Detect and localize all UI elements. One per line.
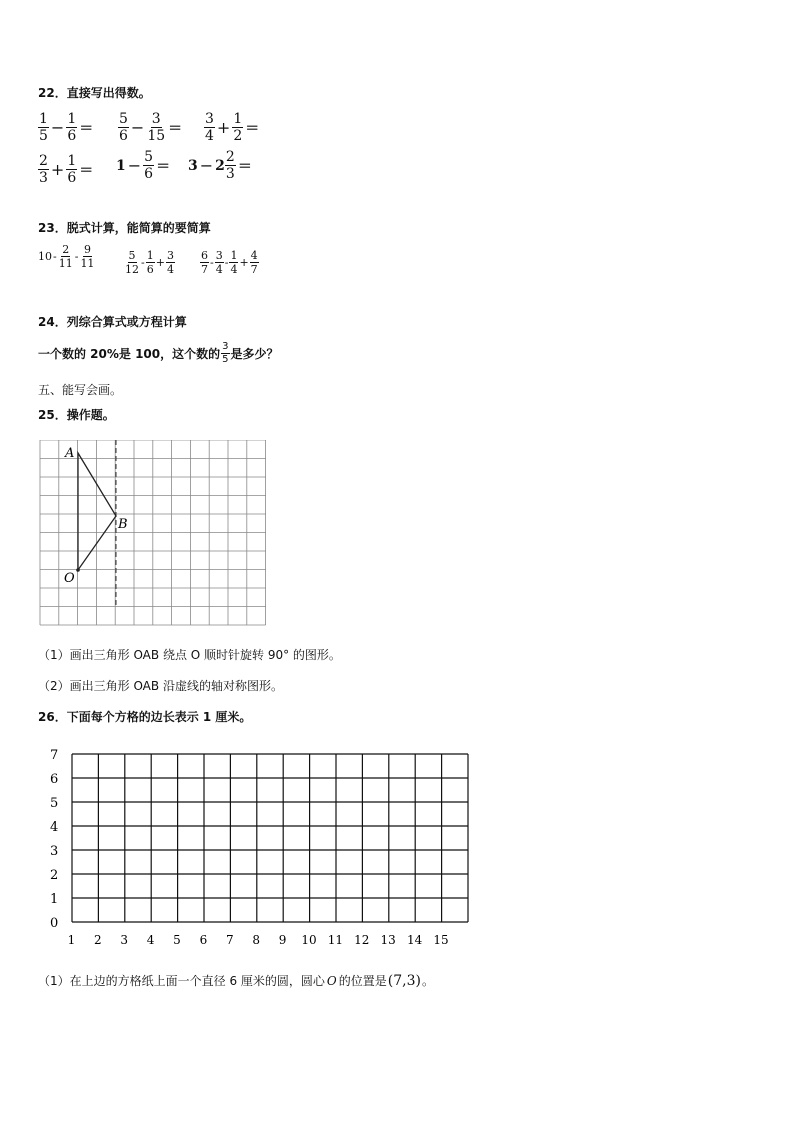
numerator: 5 (144, 149, 154, 165)
q26-sub1-text: （1）在上边的方格纸上面一个直径 6 厘米的圆，圆心 (38, 974, 325, 988)
fraction (79, 244, 95, 269)
q24-frac-den: 5 (222, 354, 229, 365)
denominator: 4 (230, 263, 238, 276)
q23-item (124, 244, 175, 275)
y-axis-label: 4 (50, 820, 59, 835)
q25-grid-figure (38, 440, 266, 628)
numerator: 1 (39, 111, 48, 127)
x-axis-label: 2 (93, 933, 102, 947)
q22-item (118, 108, 182, 143)
fraction (215, 250, 224, 275)
operator: + (239, 256, 249, 269)
label-b: B (118, 517, 128, 532)
fraction (38, 112, 49, 143)
numerator: 1 (67, 111, 77, 127)
operator: - (53, 250, 57, 263)
operator: − (130, 118, 145, 137)
numerator: 2 (225, 149, 235, 165)
whole-number: 10 (38, 250, 52, 263)
operator: - (210, 256, 214, 269)
q24-problem (38, 342, 279, 365)
fraction (232, 112, 243, 143)
numerator: 3 (215, 249, 223, 262)
equals-sign: ＝ (156, 158, 171, 175)
q26-sub1 (38, 972, 434, 989)
fraction (66, 154, 77, 185)
y-axis-label: 5 (50, 796, 59, 811)
denominator: 6 (144, 166, 154, 182)
x-axis-label: 9 (278, 933, 287, 947)
x-axis-label: 7 (225, 933, 234, 947)
fraction (124, 250, 140, 275)
denominator: 6 (67, 170, 77, 186)
operator: - (74, 250, 79, 263)
denominator: 6 (146, 263, 154, 276)
x-axis-label: 1 (67, 933, 76, 947)
denominator: 3 (225, 166, 235, 182)
q26-y-labels (50, 748, 58, 931)
numerator: 2 (39, 153, 48, 169)
q24-title: 24．列综合算式或方程计算 (38, 315, 187, 329)
whole-number: 3 (188, 157, 198, 174)
denominator: 4 (166, 263, 174, 276)
label-a: A (65, 446, 75, 461)
triangle-oab (78, 453, 116, 570)
numerator: 6 (201, 249, 208, 262)
fraction (250, 250, 259, 275)
numerator: 5 (119, 111, 128, 127)
fraction (143, 150, 154, 181)
y-axis-label: 7 (50, 748, 59, 763)
q24-text-after: 是多少？ (230, 347, 279, 361)
fraction (66, 112, 77, 143)
q26-x-labels (68, 933, 449, 947)
q22-title: 22．直接写出得数。 (38, 86, 151, 100)
denominator: 2 (233, 128, 243, 144)
operator: + (155, 256, 165, 269)
fraction (38, 154, 49, 185)
q24-text-before: 一个数的 20%是 100，这个数的 (38, 347, 221, 361)
fraction (146, 250, 155, 275)
q22-exercises (38, 108, 338, 198)
q22-item (38, 108, 93, 143)
operator: - (141, 256, 145, 269)
x-axis-label: 11 (327, 933, 344, 947)
operator: + (216, 118, 231, 137)
q22-item (38, 150, 93, 185)
denominator: 5 (39, 128, 48, 144)
x-axis-label: 4 (146, 933, 155, 947)
q23-exercises (38, 244, 338, 284)
y-axis-label: 2 (50, 868, 59, 883)
denominator: 11 (58, 257, 73, 270)
whole-number: 2 (215, 157, 225, 174)
fraction (166, 250, 175, 275)
denominator: 7 (250, 263, 258, 276)
q22-item (116, 150, 170, 181)
denominator: 15 (147, 128, 166, 144)
section-five-heading: 五、能写会画。 (38, 383, 123, 397)
q23-title: 23．脱式计算，能简算的要简算 (38, 221, 211, 235)
x-axis-label: 12 (354, 933, 370, 947)
x-axis-label: 8 (252, 933, 261, 947)
y-axis-label: 3 (50, 844, 59, 859)
x-axis-label: 15 (433, 933, 449, 947)
fraction (58, 244, 74, 269)
numerator: 9 (83, 243, 91, 256)
x-axis-label: 3 (120, 933, 129, 947)
x-axis-label: 6 (199, 933, 208, 947)
label-o: O (64, 571, 75, 586)
q22-item (188, 150, 252, 181)
q26-sub1-mid: 的位置是 (338, 974, 387, 988)
numerator: 3 (166, 249, 174, 262)
denominator: 11 (80, 257, 95, 270)
q25-sub1: （1）画出三角形 OAB 绕点 O 顺时针旋转 90° 的图形。 (38, 648, 341, 662)
q26-sub1-end: 。 (421, 974, 434, 988)
fraction (229, 250, 238, 275)
numerator: 1 (233, 111, 243, 127)
whole-number: 1 (116, 157, 126, 174)
denominator: 4 (215, 263, 223, 276)
operator: − (127, 156, 142, 175)
denominator: 12 (125, 263, 139, 276)
q23-item (200, 244, 259, 275)
q24-frac-num: 3 (222, 341, 229, 352)
q24-fraction (221, 342, 229, 365)
equals-sign: ＝ (168, 120, 183, 137)
fraction (146, 112, 166, 143)
q26-title: 26．下面每个方格的边长表示 1 厘米。 (38, 710, 252, 724)
equals-sign: ＝ (79, 162, 94, 179)
q26-center-coord: (7,3) (387, 972, 421, 989)
operator: + (50, 160, 65, 179)
x-axis-label: 10 (301, 933, 317, 947)
q25-grid (40, 440, 266, 625)
q26-coordinate-grid (40, 742, 490, 948)
denominator: 3 (39, 170, 48, 186)
numerator: 1 (146, 249, 154, 262)
y-axis-label: 1 (50, 892, 59, 907)
y-axis-label: 6 (50, 772, 59, 787)
numerator: 3 (205, 111, 214, 127)
q25-title: 25．操作题。 (38, 408, 115, 422)
numerator: 3 (151, 111, 161, 127)
denominator: 4 (205, 128, 214, 144)
y-axis-label: 0 (50, 916, 59, 931)
x-axis-label: 14 (406, 933, 423, 947)
operator: - (224, 256, 229, 269)
denominator: 6 (119, 128, 128, 144)
numerator: 1 (67, 153, 77, 169)
q23-item (38, 244, 95, 269)
q26-grid-lines (72, 754, 468, 922)
numerator: 2 (62, 243, 70, 256)
denominator: 7 (201, 263, 208, 276)
fraction (118, 112, 129, 143)
x-axis-label: 5 (173, 933, 181, 947)
point-o-dot (76, 568, 80, 572)
q25-sub2: （2）画出三角形 OAB 沿虚线的轴对称图形。 (38, 679, 283, 693)
fraction (204, 112, 215, 143)
denominator: 6 (67, 128, 77, 144)
equals-sign: ＝ (245, 120, 260, 137)
numerator: 4 (250, 249, 258, 262)
fraction (225, 150, 236, 181)
equals-sign: ＝ (237, 158, 252, 175)
fraction (200, 250, 209, 275)
numerator: 5 (128, 249, 136, 262)
equals-sign: ＝ (79, 120, 94, 137)
operator: − (199, 156, 214, 175)
numerator: 1 (230, 249, 238, 262)
q22-item (204, 108, 259, 143)
x-axis-label: 13 (380, 933, 396, 947)
operator: − (50, 118, 65, 137)
q26-center-o: O (326, 973, 337, 988)
